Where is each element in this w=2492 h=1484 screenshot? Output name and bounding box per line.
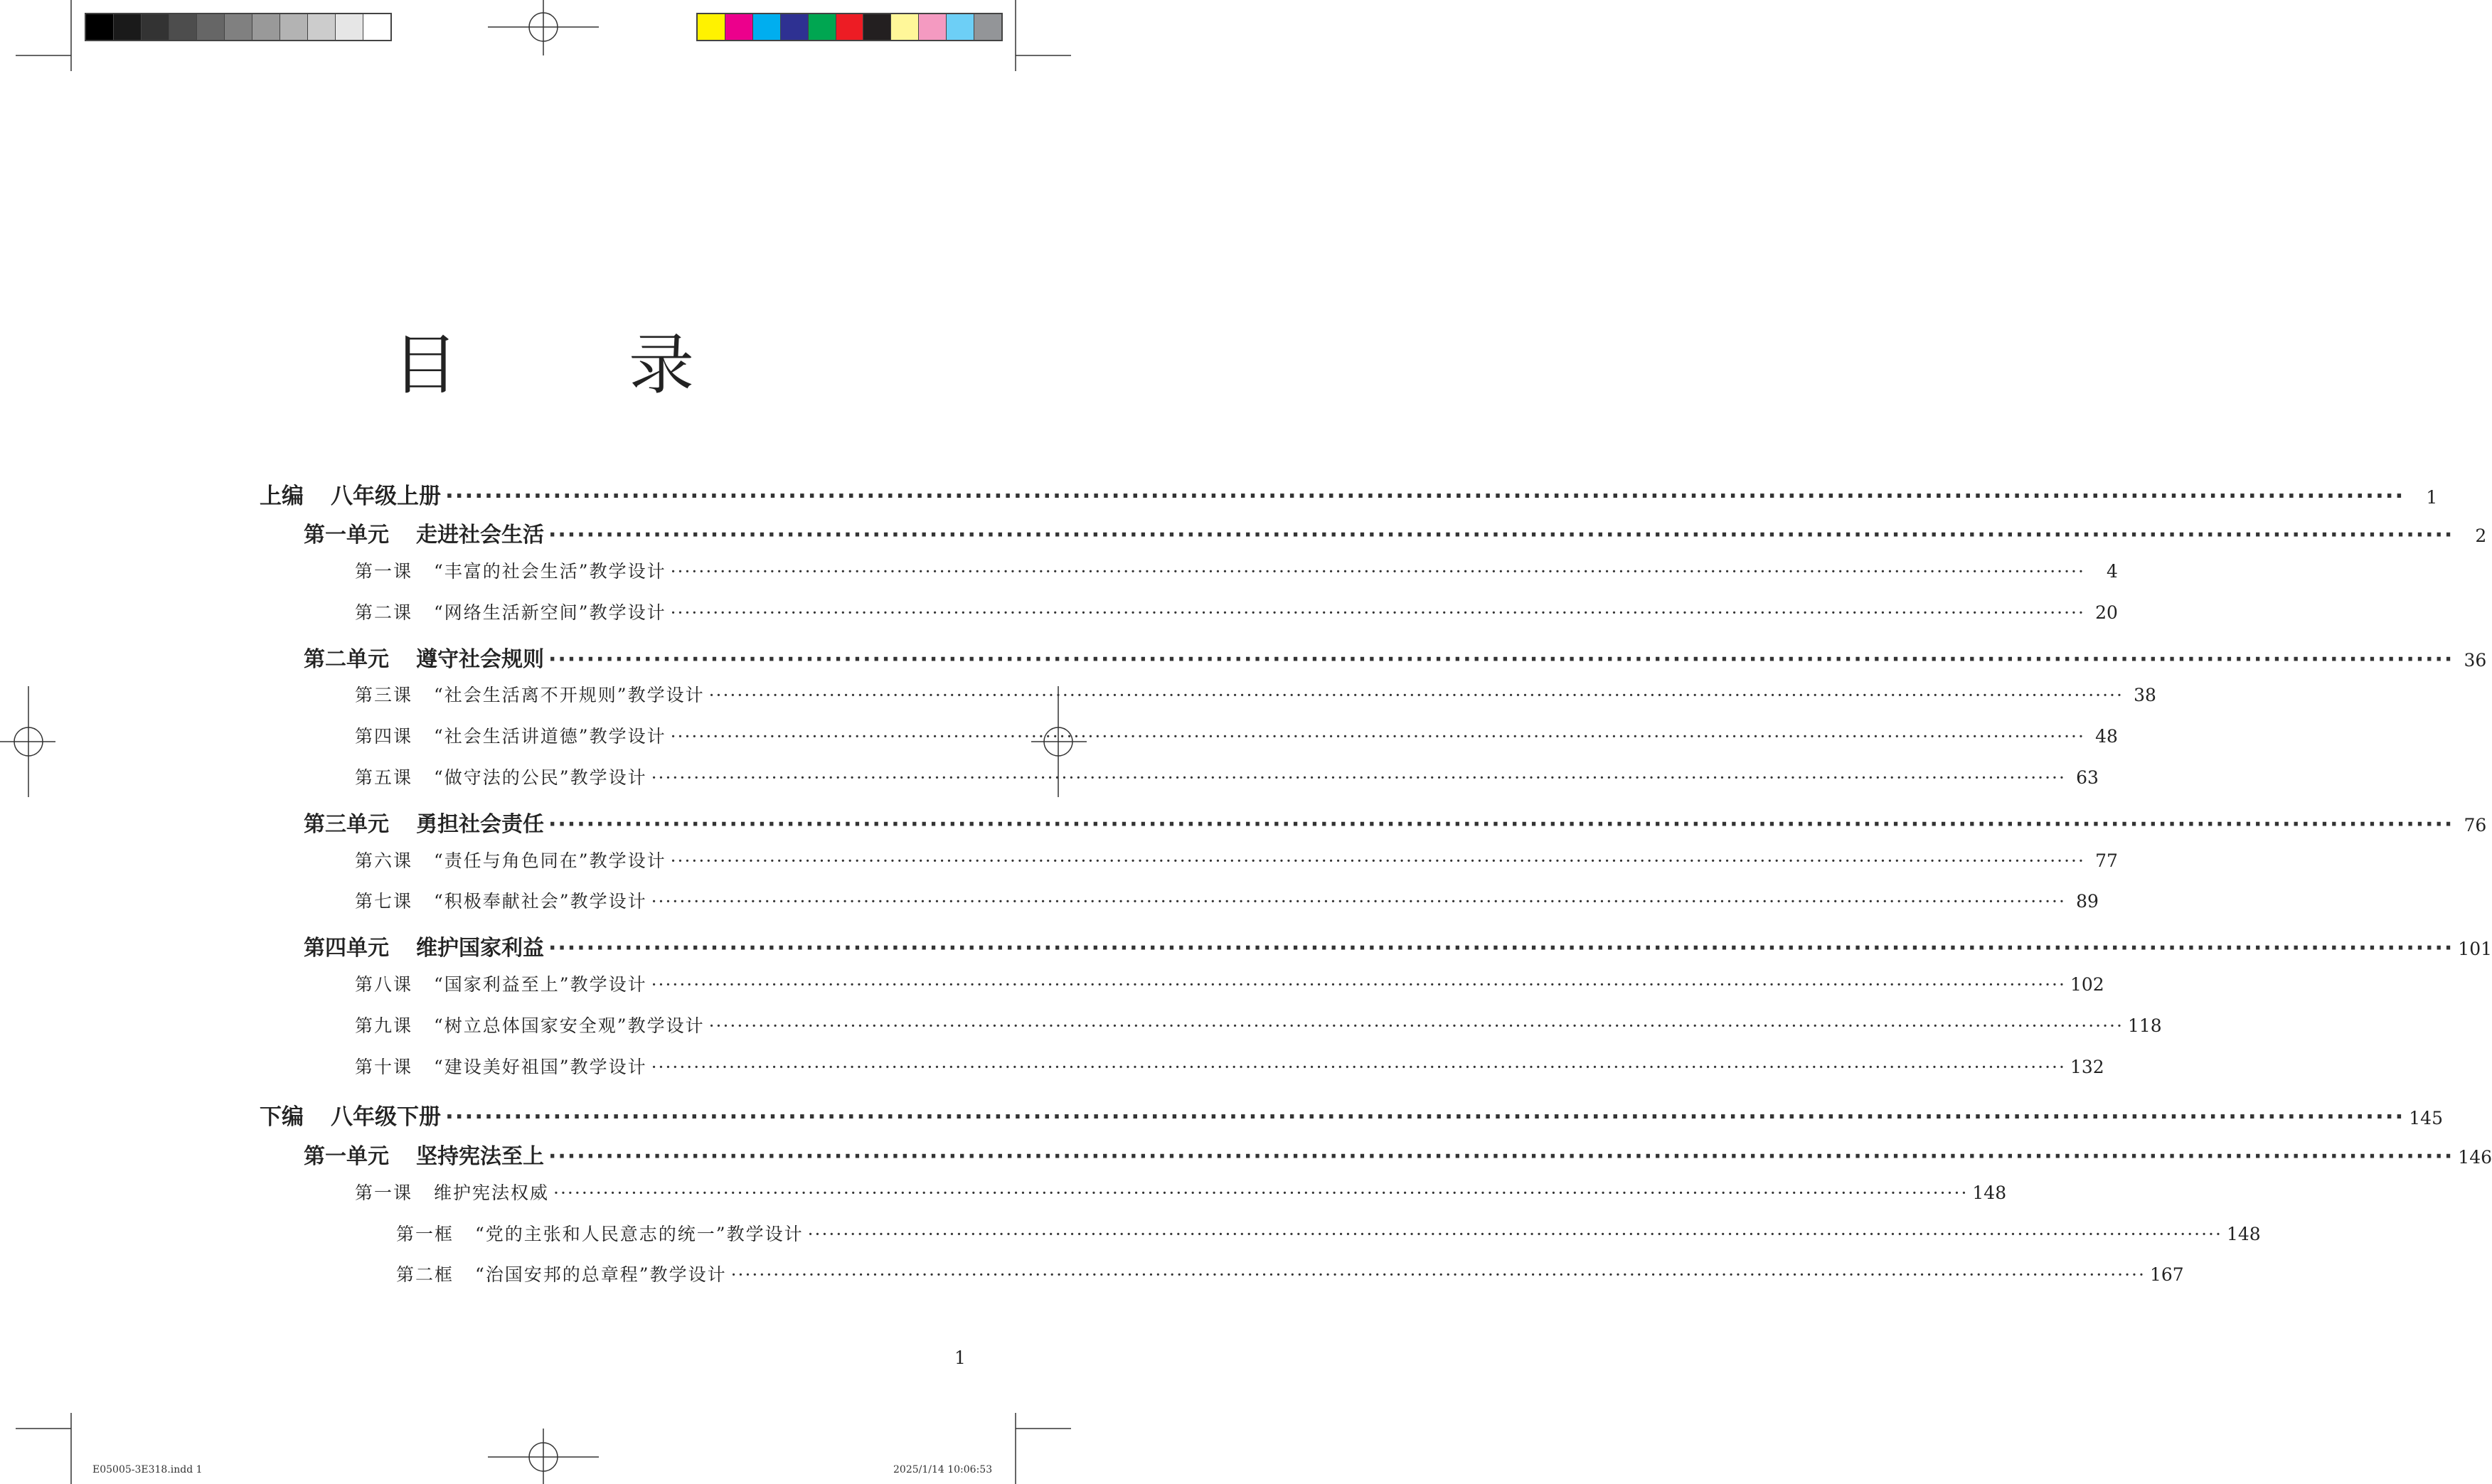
registration-mark-top <box>488 0 599 55</box>
toc-entry-title: “网络生活新空间”教学设计 <box>434 602 666 623</box>
gray-swatch <box>225 14 252 40</box>
toc-entry[interactable] <box>304 517 2487 548</box>
toc-entry-label <box>304 1138 544 1170</box>
print-slug-date: 2025/1/14 10:06:53 <box>893 1464 993 1475</box>
toc-entry-number: 第九课 <box>355 1015 413 1036</box>
color-swatch <box>753 14 781 40</box>
toc-entry-page: 118 <box>2127 1015 2162 1036</box>
toc-entry-number: 第三课 <box>355 685 413 705</box>
toc-entry-title: “社会生活讲道德”教学设计 <box>434 726 666 747</box>
toc-entry-number: 第一单元 <box>304 523 389 548</box>
color-swatch <box>947 14 974 40</box>
toc-entry-title: “责任与角色同在”教学设计 <box>434 850 666 871</box>
toc-entry-title: 遵守社会规则 <box>416 647 544 672</box>
toc-leader-dots: ········································································································································································································ <box>651 767 2066 788</box>
toc-entry-page: 4 <box>2107 561 2118 582</box>
grayscale-color-bar <box>85 13 392 41</box>
gray-swatch <box>252 14 280 40</box>
toc-entry-number: 第一课 <box>355 561 413 582</box>
toc-leader-dots: ········································································································································································································ <box>445 484 2405 509</box>
gray-swatch <box>308 14 336 40</box>
toc-leader-dots: ········································································································································································································ <box>548 1144 2454 1169</box>
toc-entry[interactable] <box>355 1012 2162 1037</box>
toc-entry-title: “积极奉献社会”教学设计 <box>434 891 647 912</box>
toc-entry-page: 102 <box>2070 974 2104 995</box>
toc-entry-number: 第十课 <box>355 1057 413 1077</box>
toc-entry[interactable] <box>355 847 2118 872</box>
toc-leader-dots: ········································································································································································································ <box>445 1104 2405 1130</box>
toc-entry-title: 走进社会生活 <box>416 523 544 548</box>
toc-entry-number: 第五课 <box>355 767 413 788</box>
toc-entry[interactable] <box>260 478 2438 510</box>
toc-entry-page: 38 <box>2134 685 2156 705</box>
toc-entry-label <box>355 557 666 583</box>
toc-entry-page: 77 <box>2095 850 2118 871</box>
toc-entry-label <box>355 971 647 996</box>
toc-entry-number: 第三单元 <box>304 812 389 837</box>
gray-swatch <box>197 14 225 40</box>
page-number: 1 <box>954 1347 966 1368</box>
toc-entry-label <box>355 722 666 748</box>
gray-swatch <box>86 14 114 40</box>
toc-entry-title: 八年级上册 <box>331 484 441 509</box>
toc-leader-dots: ········································································································································································································ <box>730 1264 2146 1285</box>
toc-entry-page: 132 <box>2070 1057 2104 1077</box>
toc-entry-label <box>304 517 544 548</box>
toc-entry-label <box>396 1261 727 1286</box>
toc-entry[interactable] <box>396 1261 2184 1286</box>
toc-entry[interactable] <box>355 557 2118 583</box>
toc-entry-page: 148 <box>2226 1224 2261 1244</box>
toc-leader-dots: ········································································································································································································ <box>548 812 2454 837</box>
toc-entry-label <box>304 930 544 961</box>
print-slug-file: E05005-3E318.indd 1 <box>92 1464 203 1475</box>
color-swatch <box>725 14 753 40</box>
gray-swatch <box>336 14 363 40</box>
toc-entry-page: 148 <box>1972 1183 2007 1203</box>
gray-swatch <box>169 14 197 40</box>
toc-entry-label <box>260 478 441 510</box>
color-swatch <box>891 14 919 40</box>
toc-leader-dots: ········································································································································································································ <box>670 602 2085 623</box>
toc-entry-title: “社会生活离不开规则”教学设计 <box>434 685 705 705</box>
toc-leader-dots: ········································································································································································································ <box>708 685 2124 705</box>
toc-entry-title: 维护宪法权威 <box>434 1183 550 1203</box>
toc-entry-title: “丰富的社会生活”教学设计 <box>434 561 666 582</box>
toc-entry-title: “树立总体国家安全观”教学设计 <box>434 1015 705 1036</box>
toc-entry-number: 第一框 <box>396 1224 454 1244</box>
color-swatch <box>809 14 836 40</box>
toc-entry-number: 第二框 <box>396 1264 454 1285</box>
toc-entry-number: 第四课 <box>355 726 413 747</box>
page-title: 目 录 <box>392 327 747 403</box>
toc-entry-number: 上编 <box>260 484 304 509</box>
toc-leader-dots: ········································································································································································································ <box>670 561 2085 582</box>
toc-entry-label <box>355 847 666 872</box>
toc-entry-label <box>260 1099 441 1131</box>
toc-entry-page: 101 <box>2458 939 2492 959</box>
toc-entry-title: “做守法的公民”教学设计 <box>434 767 647 788</box>
color-swatch <box>698 14 725 40</box>
toc-entry-page: 146 <box>2458 1147 2492 1168</box>
toc-entry-number: 第二单元 <box>304 647 389 672</box>
toc-entry[interactable] <box>260 1099 2443 1131</box>
toc-entry-page: 2 <box>2475 525 2487 546</box>
toc-entry[interactable] <box>355 764 2099 789</box>
toc-entry-title: 坚持宪法至上 <box>416 1144 544 1169</box>
toc-leader-dots: ········································································································································································································ <box>553 1183 1969 1203</box>
toc-entry-title: “国家利益至上”教学设计 <box>434 974 647 995</box>
toc-entry-page: 167 <box>2149 1264 2184 1285</box>
toc-entry-label <box>355 764 647 789</box>
toc-entry[interactable] <box>396 1220 2261 1246</box>
toc-entry-title: 勇担社会责任 <box>416 812 544 837</box>
toc-entry-page: 76 <box>2464 815 2487 836</box>
toc-entry-page: 1 <box>2426 487 2438 508</box>
registration-mark-bottom <box>488 1429 599 1484</box>
toc-entry[interactable] <box>355 887 2099 913</box>
toc-leader-dots: ········································································································································································································ <box>651 974 2066 995</box>
toc-entry-label <box>304 641 544 673</box>
toc-entry-title: 八年级下册 <box>331 1104 441 1130</box>
toc-entry[interactable] <box>304 641 2487 673</box>
toc-entry-page: 20 <box>2095 602 2118 623</box>
toc-entry-title: “党的主张和人民意志的统一”教学设计 <box>475 1224 804 1244</box>
toc-leader-dots: ········································································································································································································ <box>548 647 2454 672</box>
toc-leader-dots: ········································································································································································································ <box>670 726 2085 747</box>
toc-entry-page: 48 <box>2095 726 2118 747</box>
toc-entry[interactable] <box>355 599 2118 624</box>
toc-leader-dots: ········································································································································································································ <box>708 1015 2124 1036</box>
toc-leader-dots: ········································································································································································································ <box>651 1057 2066 1077</box>
color-swatch <box>781 14 809 40</box>
toc-entry-title: “建设美好祖国”教学设计 <box>434 1057 647 1077</box>
toc-entry-number: 第四单元 <box>304 936 389 961</box>
toc-entry[interactable] <box>355 722 2118 748</box>
toc-entry-label <box>355 599 666 624</box>
toc-leader-dots: ········································································································································································································ <box>670 850 2085 871</box>
gray-swatch <box>114 14 142 40</box>
toc-entry-page: 63 <box>2076 767 2099 788</box>
toc-entry-number: 下编 <box>260 1104 304 1130</box>
toc-entry-number: 第二课 <box>355 602 413 623</box>
toc-entry-number: 第七课 <box>355 891 413 912</box>
process-color-bar <box>696 13 1003 41</box>
toc-entry-title: “治国安邦的总章程”教学设计 <box>475 1264 727 1285</box>
toc-entry-label <box>355 887 647 913</box>
toc-leader-dots: ········································································································································································································ <box>548 936 2454 961</box>
toc-entry-label <box>355 1012 705 1037</box>
toc-leader-dots: ········································································································································································································ <box>651 891 2066 912</box>
toc-entry-label <box>304 806 544 838</box>
color-swatch <box>836 14 864 40</box>
toc-entry-number: 第六课 <box>355 850 413 871</box>
toc-entry-label <box>355 1053 647 1079</box>
toc-entry-number: 第一单元 <box>304 1144 389 1169</box>
toc-entry[interactable] <box>355 1053 2104 1079</box>
gray-swatch <box>142 14 169 40</box>
gray-swatch <box>280 14 308 40</box>
toc-entry[interactable] <box>355 1179 2007 1205</box>
color-swatch <box>863 14 891 40</box>
toc-entry[interactable] <box>304 930 2492 961</box>
toc-leader-dots: ········································································································································································································ <box>548 523 2454 548</box>
registration-mark-left <box>0 686 55 797</box>
toc-entry-label <box>355 681 705 707</box>
toc-entry[interactable] <box>355 971 2104 996</box>
color-swatch <box>974 14 1001 40</box>
toc-entry-label <box>355 1179 549 1205</box>
toc-entry[interactable] <box>304 806 2487 838</box>
toc-entry-page: 36 <box>2464 650 2487 671</box>
toc-entry-page: 145 <box>2409 1108 2443 1128</box>
toc-entry-title: 维护国家利益 <box>416 936 544 961</box>
toc-entry[interactable] <box>304 1138 2492 1170</box>
color-swatch <box>919 14 947 40</box>
toc-entry-number: 第一课 <box>355 1183 413 1203</box>
toc-leader-dots: ········································································································································································································ <box>807 1224 2222 1244</box>
toc-entry-number: 第八课 <box>355 974 413 995</box>
toc-entry-page: 89 <box>2076 891 2099 912</box>
toc-entry[interactable] <box>355 681 2156 707</box>
toc-entry-label <box>396 1220 804 1246</box>
gray-swatch <box>363 14 390 40</box>
